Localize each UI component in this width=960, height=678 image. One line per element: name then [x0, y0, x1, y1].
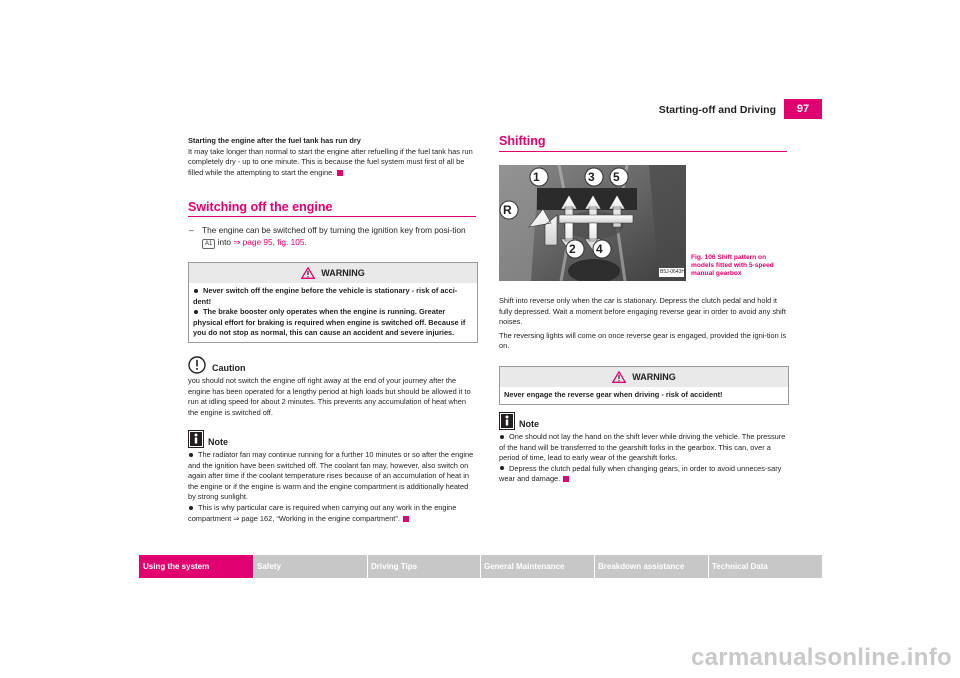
warning-item: Never switch off the engine before the vehicle is stationary - risk of acci-dent!: [193, 286, 458, 306]
page-link-95[interactable]: ⇒ page 95, fig. 105: [233, 237, 305, 247]
nav-divider: [708, 555, 709, 578]
warning-header: WARNING: [189, 263, 477, 283]
note-item: The radiator fan may continue running for a further 10 minutes or so after the engine and the ignition have been switched off. The coolant fan may, however, also switch on again after time if the coolant temperature rises because of an accumulation of heat in the engine or if the engine is warm and the engine compartment is additionally heated by strong sunlight.: [188, 450, 474, 502]
key-position-a1: A1: [202, 239, 215, 249]
caution-section: [188, 356, 476, 418]
bullet-icon: [194, 289, 198, 293]
nav-tab-breakdown-assistance[interactable]: Breakdown assistance: [598, 562, 685, 571]
note-item: Depress the clutch pedal fully when changing gears, in order to avoid unneces-sary wear and damage.: [499, 463, 782, 484]
figure-code: B5J-0643H: [660, 269, 686, 275]
bullet-icon: [194, 310, 198, 314]
run-dry-heading: Starting the engine after the fuel tank has run dry: [188, 136, 361, 145]
caution-icon: [188, 356, 206, 374]
bullet-icon: [189, 506, 193, 510]
gear-label-1: 1: [533, 170, 540, 184]
warning-body: Never engage the reverse gear when driving - risk of accident!: [504, 390, 723, 399]
section-end-mark: [337, 170, 343, 176]
nav-divider: [480, 555, 481, 578]
nav-divider: [367, 555, 368, 578]
left-column: [188, 136, 476, 178]
note-item: This is why particular care is required when carrying out any work in the engine compartment ⇒ page 162, “Working in the engine compartment”.: [188, 502, 457, 523]
nav-tab-technical-data[interactable]: Technical Data: [712, 562, 768, 571]
bullet-icon: [500, 466, 504, 470]
nav-tab-general-maintenance[interactable]: General Maintenance: [484, 562, 565, 571]
warning-box-right: [499, 366, 789, 405]
note-icon: [188, 430, 204, 448]
caution-title: Caution: [212, 363, 246, 373]
gear-label-r: R: [503, 203, 512, 217]
warning-triangle-icon: [301, 267, 315, 279]
section-end-mark: [563, 476, 569, 482]
note-title: Note: [208, 437, 228, 447]
switch-off-step: – The engine can be switched off by turning the ignition key from posi-tion A1 into ⇒ page 95, fig. 105.: [189, 225, 466, 247]
shifting-heading: Shifting: [499, 134, 546, 148]
shifting-paragraph: The reversing lights will come on once reverse gear is engaged, provided the igni-tion is on.: [499, 330, 787, 351]
run-dry-text: It may take longer than normal to start the engine after refuelling if the fuel tank has run completely dry - up to one minute. This is because the fuel system must first of all be filled while the attempting to start the engine.: [188, 146, 473, 177]
shifting-paragraph: Shift into reverse only when the car is stationary. Depress the clutch pedal and hold it fully depressed. Wait a moment before engaging reverse gear in order to avoid any shift noises.: [499, 296, 786, 327]
heading-rule: [499, 151, 787, 152]
nav-divider: [253, 555, 254, 578]
caution-text: you should not switch the engine off right away at the end of your journey after the engine has been operated for a lengthy period at high loads but should be allowed it to run at idling speed for about 2 minutes. This prevents any accumulation of heat when the engine is switched off.: [188, 376, 471, 417]
note-title: Note: [519, 419, 539, 429]
note-section-left: [188, 430, 476, 524]
watermark-text: carmanualsonline.info: [690, 644, 952, 671]
note-item: One should not lay the hand on the shift lever while driving the vehicle. The pressure of the hand will be transferred to the gearshift forks in the gearbox. This can, over a period of time, lead to early wear of the gearshift forks.: [499, 432, 786, 463]
figure-caption: Fig. 106 Shift pattern on models fitted with 5-speed manual gearbox: [691, 254, 774, 277]
gear-label-3: 3: [588, 170, 595, 184]
note-icon: [499, 412, 515, 430]
shift-pattern-figure: [499, 165, 686, 281]
shifting-text: [499, 296, 789, 352]
gear-label-2: 2: [569, 242, 576, 256]
step-dash: –: [189, 225, 194, 235]
nav-divider: [594, 555, 595, 578]
warning-body: [189, 283, 477, 342]
warning-box-left: [188, 262, 478, 343]
bullet-icon: [500, 435, 504, 439]
warning-header: WARNING: [500, 367, 788, 387]
bullet-icon: [189, 453, 193, 457]
warning-item: The brake booster only operates when the engine is running. Greater physical effort for braking is required when engine is switched off. Because if you do not stop as normal, this can cause an accident and severe injuries.: [193, 307, 466, 338]
switch-off-heading: Switching off the engine: [188, 200, 333, 214]
nav-tab-using-the-system[interactable]: Using the system: [139, 555, 253, 578]
nav-tab-driving-tips[interactable]: Driving Tips: [371, 562, 418, 571]
warning-triangle-icon: [612, 371, 626, 383]
page-number: 97: [784, 99, 822, 119]
gear-label-4: 4: [596, 242, 603, 256]
section-end-mark: [403, 516, 409, 522]
heading-rule: [188, 216, 476, 217]
note-section-right: [499, 412, 789, 485]
running-header-title: Starting-off and Driving: [658, 104, 776, 116]
gear-label-5: 5: [613, 170, 620, 184]
nav-tab-safety[interactable]: Safety: [257, 562, 282, 571]
